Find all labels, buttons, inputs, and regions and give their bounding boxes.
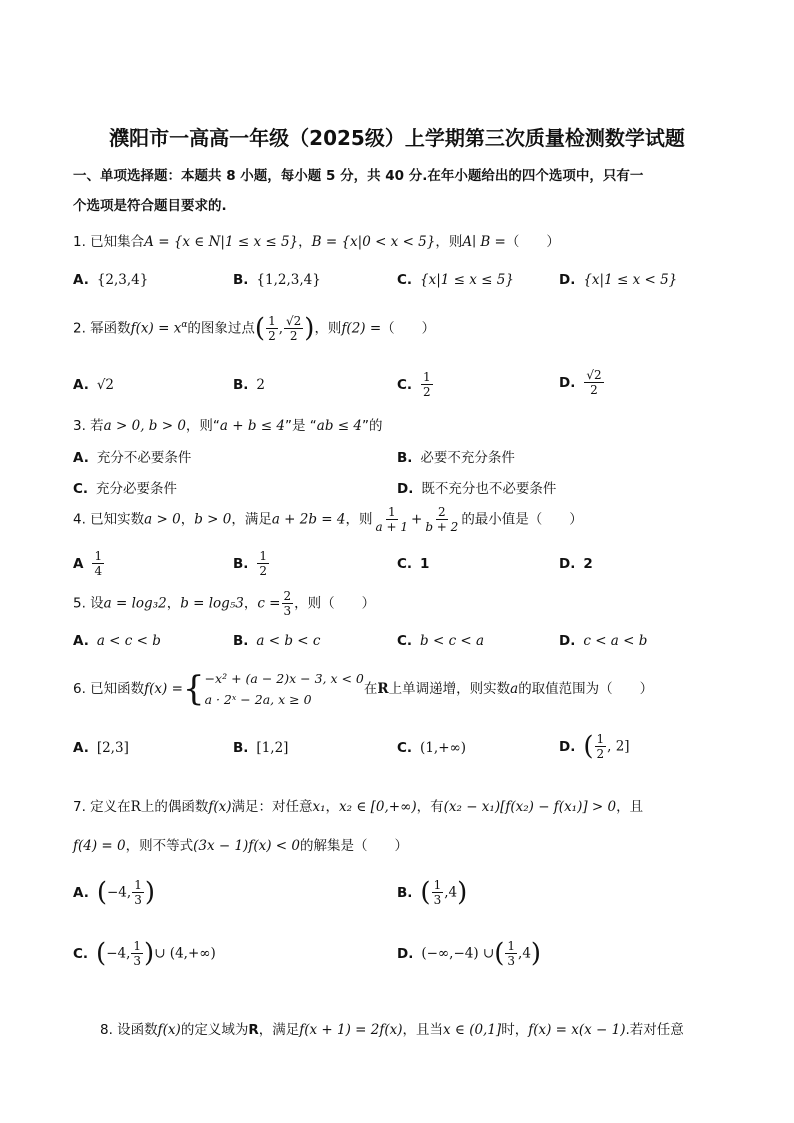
q5-option-c[interactable]: C. b < c < a xyxy=(397,633,485,649)
q1-option-d-text: {x|1 ≤ x < 5} xyxy=(583,272,678,288)
q6-piece-2: a · 2ˣ − 2a, x ≥ 0 xyxy=(204,692,312,707)
q6-var: a xyxy=(510,681,519,697)
q4-option-a[interactable]: A $\frac{1}{4}$ xyxy=(73,549,103,578)
q3-option-a[interactable]: A. 充分不必要条件 xyxy=(73,450,192,466)
q5-prefix: 5. 设 xyxy=(73,595,104,612)
q5-c: c = xyxy=(257,595,281,612)
q3-option-a-text: 充分不必要条件 xyxy=(96,450,192,466)
q7-mid2: 满足：对任意 xyxy=(231,799,313,815)
q4-option-b[interactable]: B. $\frac{1}{2}$ xyxy=(233,549,268,578)
q8-def: f(x) = x(x − 1) xyxy=(528,1022,626,1038)
q4-option-c[interactable]: C. 1 xyxy=(397,556,430,572)
q1-expr: A∣ B = xyxy=(462,234,506,250)
q6-option-d-frac: $\frac{1}{2}$ xyxy=(596,732,605,761)
section-instruction-line-1: 一、单项选择题：本题共 8 小题，每小题 5 分，共 40 分.在年小题给出的四个选项中，只有一 xyxy=(73,168,644,184)
question-7-line-2 xyxy=(73,834,408,854)
q3-cond: a > 0, b > 0 xyxy=(103,418,186,434)
q8-fx: f(x) xyxy=(157,1022,181,1038)
q1-option-a-text: {2,3,4} xyxy=(96,272,149,288)
q2-func: f(x) = x xyxy=(130,320,182,337)
q4-sep: ， xyxy=(180,511,195,528)
q3-option-d-text: 既不充分也不必要条件 xyxy=(421,481,557,497)
q2-exp: α xyxy=(181,320,188,330)
q7-end: ，且 xyxy=(616,799,644,815)
q6-reals: R xyxy=(377,681,389,697)
q2-suffix: ，则 xyxy=(314,320,342,337)
question-3 xyxy=(73,414,382,434)
q8-cond: f(x + 1) = 2f(x) xyxy=(299,1022,403,1038)
q6-mid2: 上单调递增，则实数 xyxy=(388,681,511,697)
q8-mid4: 时， xyxy=(501,1022,529,1038)
q3-option-d[interactable]: D. 既不充分也不必要条件 xyxy=(397,481,557,497)
q3-q: ab ≤ 4 xyxy=(316,418,362,434)
q2-paren: （ ） xyxy=(381,320,436,337)
q3-mid2: ”是 “ xyxy=(285,418,317,434)
q1-option-c-text: {x|1 ≤ x ≤ 5} xyxy=(420,272,514,288)
q5-option-d[interactable]: D. c < a < b xyxy=(559,633,648,649)
q4-suffix: 的最小值是（ ） xyxy=(461,511,583,528)
q7-line2-end: 的解集是（ ） xyxy=(299,838,408,854)
q5-option-a-text: a < c < b xyxy=(96,633,161,649)
question-8 xyxy=(100,1018,684,1038)
question-6: 6. 已知函数f(x) ={ −x² + (a − 2)x − 3, x < 0 a · 2ˣ − 2a, x ≥ 0 在R上单调递增，则实数a的取值范围为（ ） xyxy=(73,669,654,709)
q3-option-c[interactable]: C. 充分必要条件 xyxy=(73,481,178,497)
q3-prefix: 3. 若 xyxy=(73,418,104,434)
q1-paren: （ ） xyxy=(505,234,560,250)
question-4 xyxy=(73,505,583,534)
q6-suffix: 的取值范围为（ ） xyxy=(518,681,654,697)
q6-piece-1: −x² + (a − 2)x − 3, x < 0 xyxy=(204,671,364,686)
q8-domain: x ∈ (0,1] xyxy=(443,1022,502,1038)
q7-option-d-frac: $\frac{1}{3}$ xyxy=(507,939,516,968)
q6-piecewise xyxy=(205,668,364,710)
q5-sep1: ， xyxy=(166,595,181,612)
q4-option-d[interactable]: D. 2 xyxy=(559,556,593,572)
q5-c-frac: $\frac{2}{3}$ xyxy=(283,589,292,618)
q7-option-d-post: ,4 xyxy=(518,945,531,962)
q7-option-d[interactable]: D. (−∞,−4) ∪( $\frac{1}{3}$ ,4) xyxy=(397,938,542,969)
q4-constraint: a + 2b = 4 xyxy=(271,511,346,528)
q6-option-a-text: [2,3] xyxy=(96,740,129,756)
q2-option-d[interactable]: D. $\frac{√2}{2}$ xyxy=(559,368,602,397)
q8-mid2: ，满足 xyxy=(258,1022,300,1038)
q5-b: b = log₅3 xyxy=(180,595,244,612)
q3-option-c-text: 充分必要条件 xyxy=(96,481,178,497)
q7-option-a-frac: $\frac{1}{3}$ xyxy=(134,878,142,907)
q7-cond: f(4) = 0 xyxy=(73,838,126,854)
q3-suffix: ”的 xyxy=(361,418,383,434)
q8-mid1: 的定义域为 xyxy=(180,1022,249,1038)
q8-suffix: .若对任意 xyxy=(625,1022,684,1038)
q4-option-b-frac: $\frac{1}{2}$ xyxy=(259,549,268,578)
q7-option-b[interactable]: B. ( $\frac{1}{3}$ ,4) xyxy=(397,877,468,908)
q8-mid3: ，且当 xyxy=(402,1022,443,1038)
q7-option-a-pre: −4, xyxy=(106,884,132,901)
q4-option-d-text: 2 xyxy=(583,556,593,572)
q7-line2-mid: ，则不等式 xyxy=(125,838,194,854)
q2-prefix: 2. 幂函数 xyxy=(73,320,131,337)
q1-option-b[interactable]: B. {1,2,3,4} xyxy=(233,272,321,288)
q6-option-d-tail: , 2] xyxy=(607,738,630,755)
q7-reals: R xyxy=(130,799,141,815)
q3-mid1: ，则“ xyxy=(185,418,220,434)
q2-option-b[interactable]: B. 2 xyxy=(233,377,266,393)
q5-option-b-text: a < b < c xyxy=(256,633,321,649)
q4-option-c-text: 1 xyxy=(420,556,430,572)
exam-title: 濮阳市一高高一年级（2025级）上学期第三次质量检测数学试题 xyxy=(109,126,685,150)
q6-option-c[interactable]: C. (1,+∞) xyxy=(397,740,467,756)
q4-cond-b: b > 0 xyxy=(194,511,232,528)
question-1: 1. 已知集合A = {x ∈ N|1 ≤ x ≤ 5}，B = {x|0 < x < 5}，则A∣ B =（ ） xyxy=(73,234,560,250)
q1-option-c[interactable]: C. {x|1 ≤ x ≤ 5} xyxy=(397,272,514,288)
q2-option-a[interactable]: A. √2 xyxy=(73,377,115,393)
q3-option-b-text: 必要不充分条件 xyxy=(420,450,515,466)
q5-option-b[interactable]: B. a < b < c xyxy=(233,633,321,649)
q8-prefix: 8. 设函数 xyxy=(100,1022,158,1038)
q1-option-a[interactable]: A. {2,3,4} xyxy=(73,272,149,288)
q7-option-c-frac: $\frac{1}{3}$ xyxy=(133,939,142,968)
q6-mid: 在 xyxy=(363,681,378,697)
q2-ask: f(2) = xyxy=(341,320,382,337)
q7-mid3: ，有 xyxy=(416,799,444,815)
q7-option-c-pre: −4, xyxy=(106,945,131,962)
q6-option-b-text: [1,2] xyxy=(256,740,289,756)
q2-option-c[interactable]: C. $\frac{1}{2}$ xyxy=(397,370,431,399)
question-5 xyxy=(73,589,375,618)
q5-a: a = log₃2 xyxy=(103,595,167,612)
q6-option-b[interactable]: B. [1,2] xyxy=(233,740,289,756)
q1-prefix: 1. 已知集合 xyxy=(73,234,145,250)
q8-reals: R xyxy=(248,1022,259,1038)
q5-option-a[interactable]: A. a < c < b xyxy=(73,633,161,649)
q6-option-c-text: (1,+∞) xyxy=(420,740,467,756)
q1-set-a: A = {x ∈ N|1 ≤ x ≤ 5} xyxy=(144,234,299,250)
question-7-line-1 xyxy=(73,795,643,815)
q2-mid: 的图象过点 xyxy=(187,320,255,337)
question-2: 2. 幂函数$f(x) = x^\alpha$的图象过点( $\frac{1}{2}$ , $\frac{√2}{2}$ )，则f(2) =（ ） xyxy=(73,313,436,344)
q4-mid2: ，则 xyxy=(345,511,373,528)
q7-option-a[interactable]: A. (−4, $\frac{1}{3}$ ) xyxy=(73,877,155,908)
q7-x1: x₁ xyxy=(312,799,326,815)
section-instruction-line-2: 个选项是符合题目要求的. xyxy=(73,198,227,214)
q5-option-c-text: b < c < a xyxy=(420,633,485,649)
q2-option-d-frac: $\frac{√2}{2}$ xyxy=(586,368,602,397)
q4-frac-2: $\frac{2}{b + 2}$ xyxy=(425,505,459,534)
q7-option-c[interactable]: C. (−4, $\frac{1}{3}$ )∪ (4,+∞) xyxy=(73,938,216,969)
q3-option-b[interactable]: B. 必要不充分条件 xyxy=(397,450,515,466)
q4-mid: ，满足 xyxy=(231,511,272,528)
q7-ineq: (x₂ − x₁)[f(x₂) − f(x₁)] > 0 xyxy=(443,799,617,815)
q3-p: a + b ≤ 4 xyxy=(219,418,285,434)
q4-option-a-frac: $\frac{1}{4}$ xyxy=(94,549,103,578)
q7-option-d-pre: (−∞,−4) ∪ xyxy=(421,945,495,962)
q5-option-d-text: c < a < b xyxy=(583,633,648,649)
q2-option-a-text: √2 xyxy=(96,377,115,393)
q1-option-d[interactable]: D. {x|1 ≤ x < 5} xyxy=(559,272,678,288)
q2-point-x: $\frac{1}{2}$ xyxy=(268,314,276,343)
q7-option-b-post: ,4 xyxy=(444,884,458,901)
q4-cond-a: a > 0 xyxy=(144,511,181,528)
q7-sep: ， xyxy=(325,799,340,815)
q2-option-c-frac: $\frac{1}{2}$ xyxy=(423,370,431,399)
q6-func: f(x) = xyxy=(144,681,183,697)
q7-mid: 上的偶函数 xyxy=(140,799,209,815)
q4-plus: + xyxy=(411,511,423,528)
q6-prefix: 6. 已知函数 xyxy=(73,681,145,697)
q6-option-a[interactable]: A. [2,3] xyxy=(73,740,129,756)
q4-frac-1: $\frac{1}{a + 1}$ xyxy=(375,505,408,534)
q1-option-b-text: {1,2,3,4} xyxy=(256,272,321,288)
q7-option-c-post: ∪ (4,+∞) xyxy=(154,945,216,962)
q7-option-b-frac: $\frac{1}{3}$ xyxy=(433,878,442,907)
q1-suffix: ，则 xyxy=(435,234,463,250)
q7-fx: f(x) xyxy=(208,799,232,815)
q2-option-b-text: 2 xyxy=(256,377,266,393)
q6-option-d[interactable]: D. ( $\frac{1}{2}$ , 2] xyxy=(559,731,630,762)
q1-set-b: B = {x|0 < x < 5} xyxy=(311,234,436,250)
q7-line2-ineq: (3x − 1)f(x) < 0 xyxy=(193,838,300,854)
q5-sep2: ， xyxy=(243,595,258,612)
q7-x2: x₂ ∈ [0,+∞) xyxy=(339,799,417,815)
q4-prefix: 4. 已知实数 xyxy=(73,511,145,528)
q2-point-y: $\frac{√2}{2}$ xyxy=(286,314,302,343)
q7-prefix: 7. 定义在 xyxy=(73,799,131,815)
q5-suffix: ，则（ ） xyxy=(294,595,376,612)
